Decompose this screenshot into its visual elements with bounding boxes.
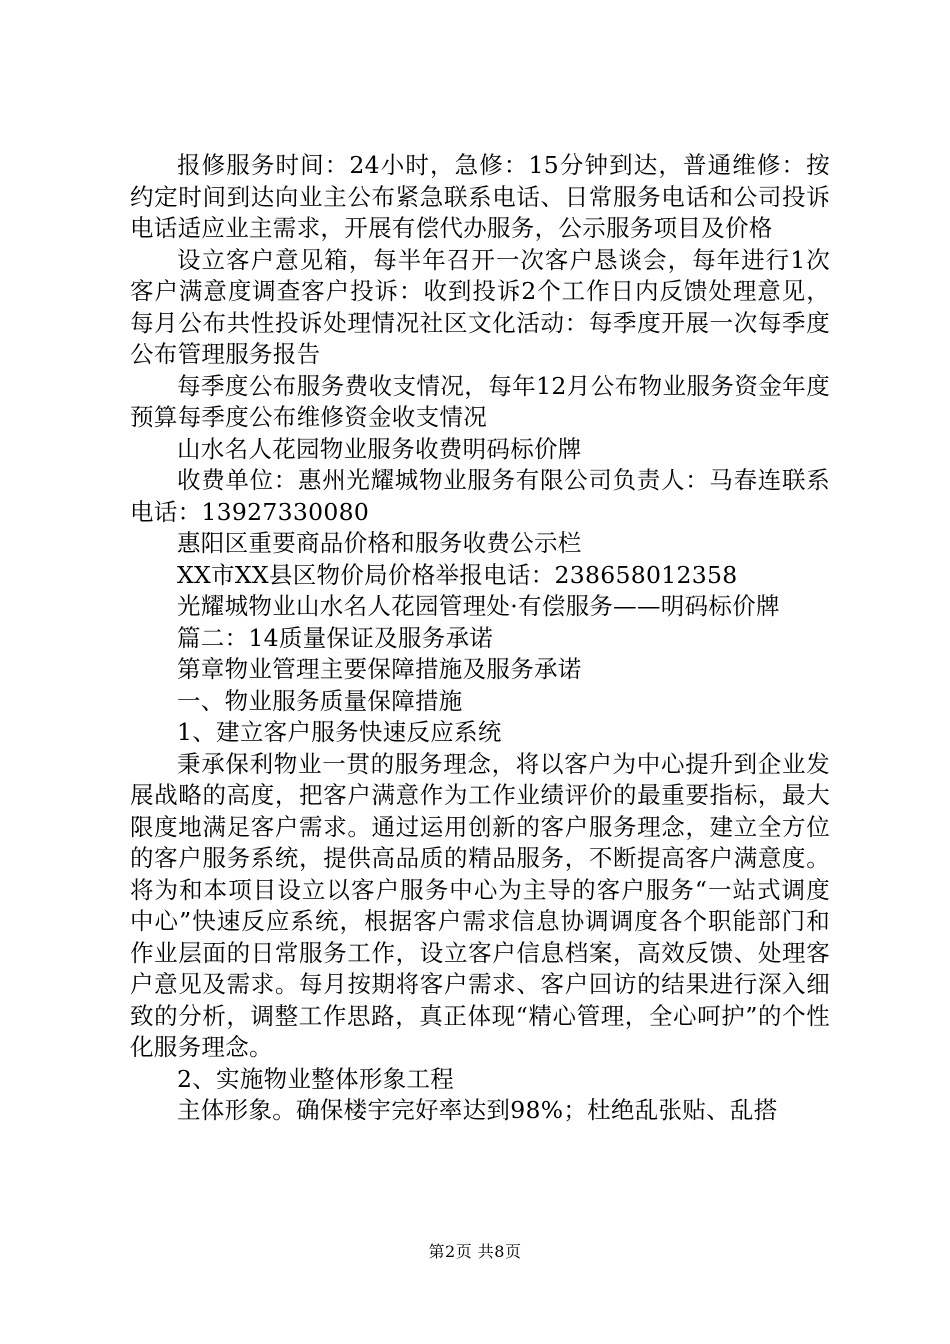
section-heading-quality-measures: 一、物业服务质量保障措施 xyxy=(177,686,463,715)
paragraph-main-image: 主体形象。确保楼宇完好率达到98%；杜绝乱张贴、乱搭 xyxy=(177,1096,778,1124)
paragraph-charging-unit: 收费单位：惠州光耀城物业服务有限公司负责人：马春连联系电话：13927330080 xyxy=(130,466,830,526)
paragraph-repair-service-hours: 报修服务时间：24小时，急修：15分钟到达，普通维修：按约定时间到达向业主公布紧急联系电话、日常服务电话和公司投诉电话适应业主需求，开展有偿代办服务，公示服务项目及价格 xyxy=(130,151,830,242)
paragraph-customer-feedback: 设立客户意见箱，每半年召开一次客户恳谈会，每年进行1次客户满意度调查客户投诉：收到投诉2个工作日内反馈处理意见，每月公布共性投诉处理情况社区文化活动：每季度开展一次每季度公布管理服务报告 xyxy=(130,245,830,368)
paragraph-fee-disclosure: 每季度公布服务费收支情况，每年12月公布物业服务资金年度预算每季度公布维修资金收支情况 xyxy=(130,371,830,431)
paragraph-price-notice-board: 惠阳区重要商品价格和服务收费公示栏 xyxy=(177,529,582,557)
page-footer: 第2页 共8页 xyxy=(428,1242,522,1261)
paragraph-price-board-title: 山水名人花园物业服务收费明码标价牌 xyxy=(177,434,582,463)
paragraph-price-report-phone: XX市XX县区物价局价格举报电话：238658012358 xyxy=(177,560,738,589)
subsection-heading-rapid-response: 1、建立客户服务快速反应系统 xyxy=(177,718,502,746)
section-heading-part-two: 篇二：14质量保证及服务承诺 xyxy=(177,623,494,652)
paragraph-paid-service-board: 光耀城物业山水名人花园管理处·有偿服务——明码标价牌 xyxy=(177,592,780,620)
subsection-heading-image-project: 2、实施物业整体形象工程 xyxy=(177,1064,455,1093)
chapter-heading: 第章物业管理主要保障措施及服务承诺 xyxy=(177,655,582,683)
paragraph-service-philosophy: 秉承保利物业一贯的服务理念，将以客户为中心提升到企业发展战略的高度，把客户满意作为工作业绩评价的最重要指标，最大限度地满足客户需求。通过运用创新的客户服务理念，建立全方位的客户服务系统，提供高品质的精品服务，不断提高客户满意度。将为和本项目设立以客户服务中心为主导的客户服务“一站式调度中心”快速反应系统，根据客户需求信息协调调度各个职能部门和作业层面的日常服务工作，设立客户信息档案，高效反馈、处理客户意见及需求。每月按期将客户需求、客户回访的结果进行深入细致的分析，调整工作思路，真正体现“精心管理，全心呵护”的个性化服务理念。 xyxy=(130,749,830,1061)
document-body xyxy=(130,150,830,1127)
